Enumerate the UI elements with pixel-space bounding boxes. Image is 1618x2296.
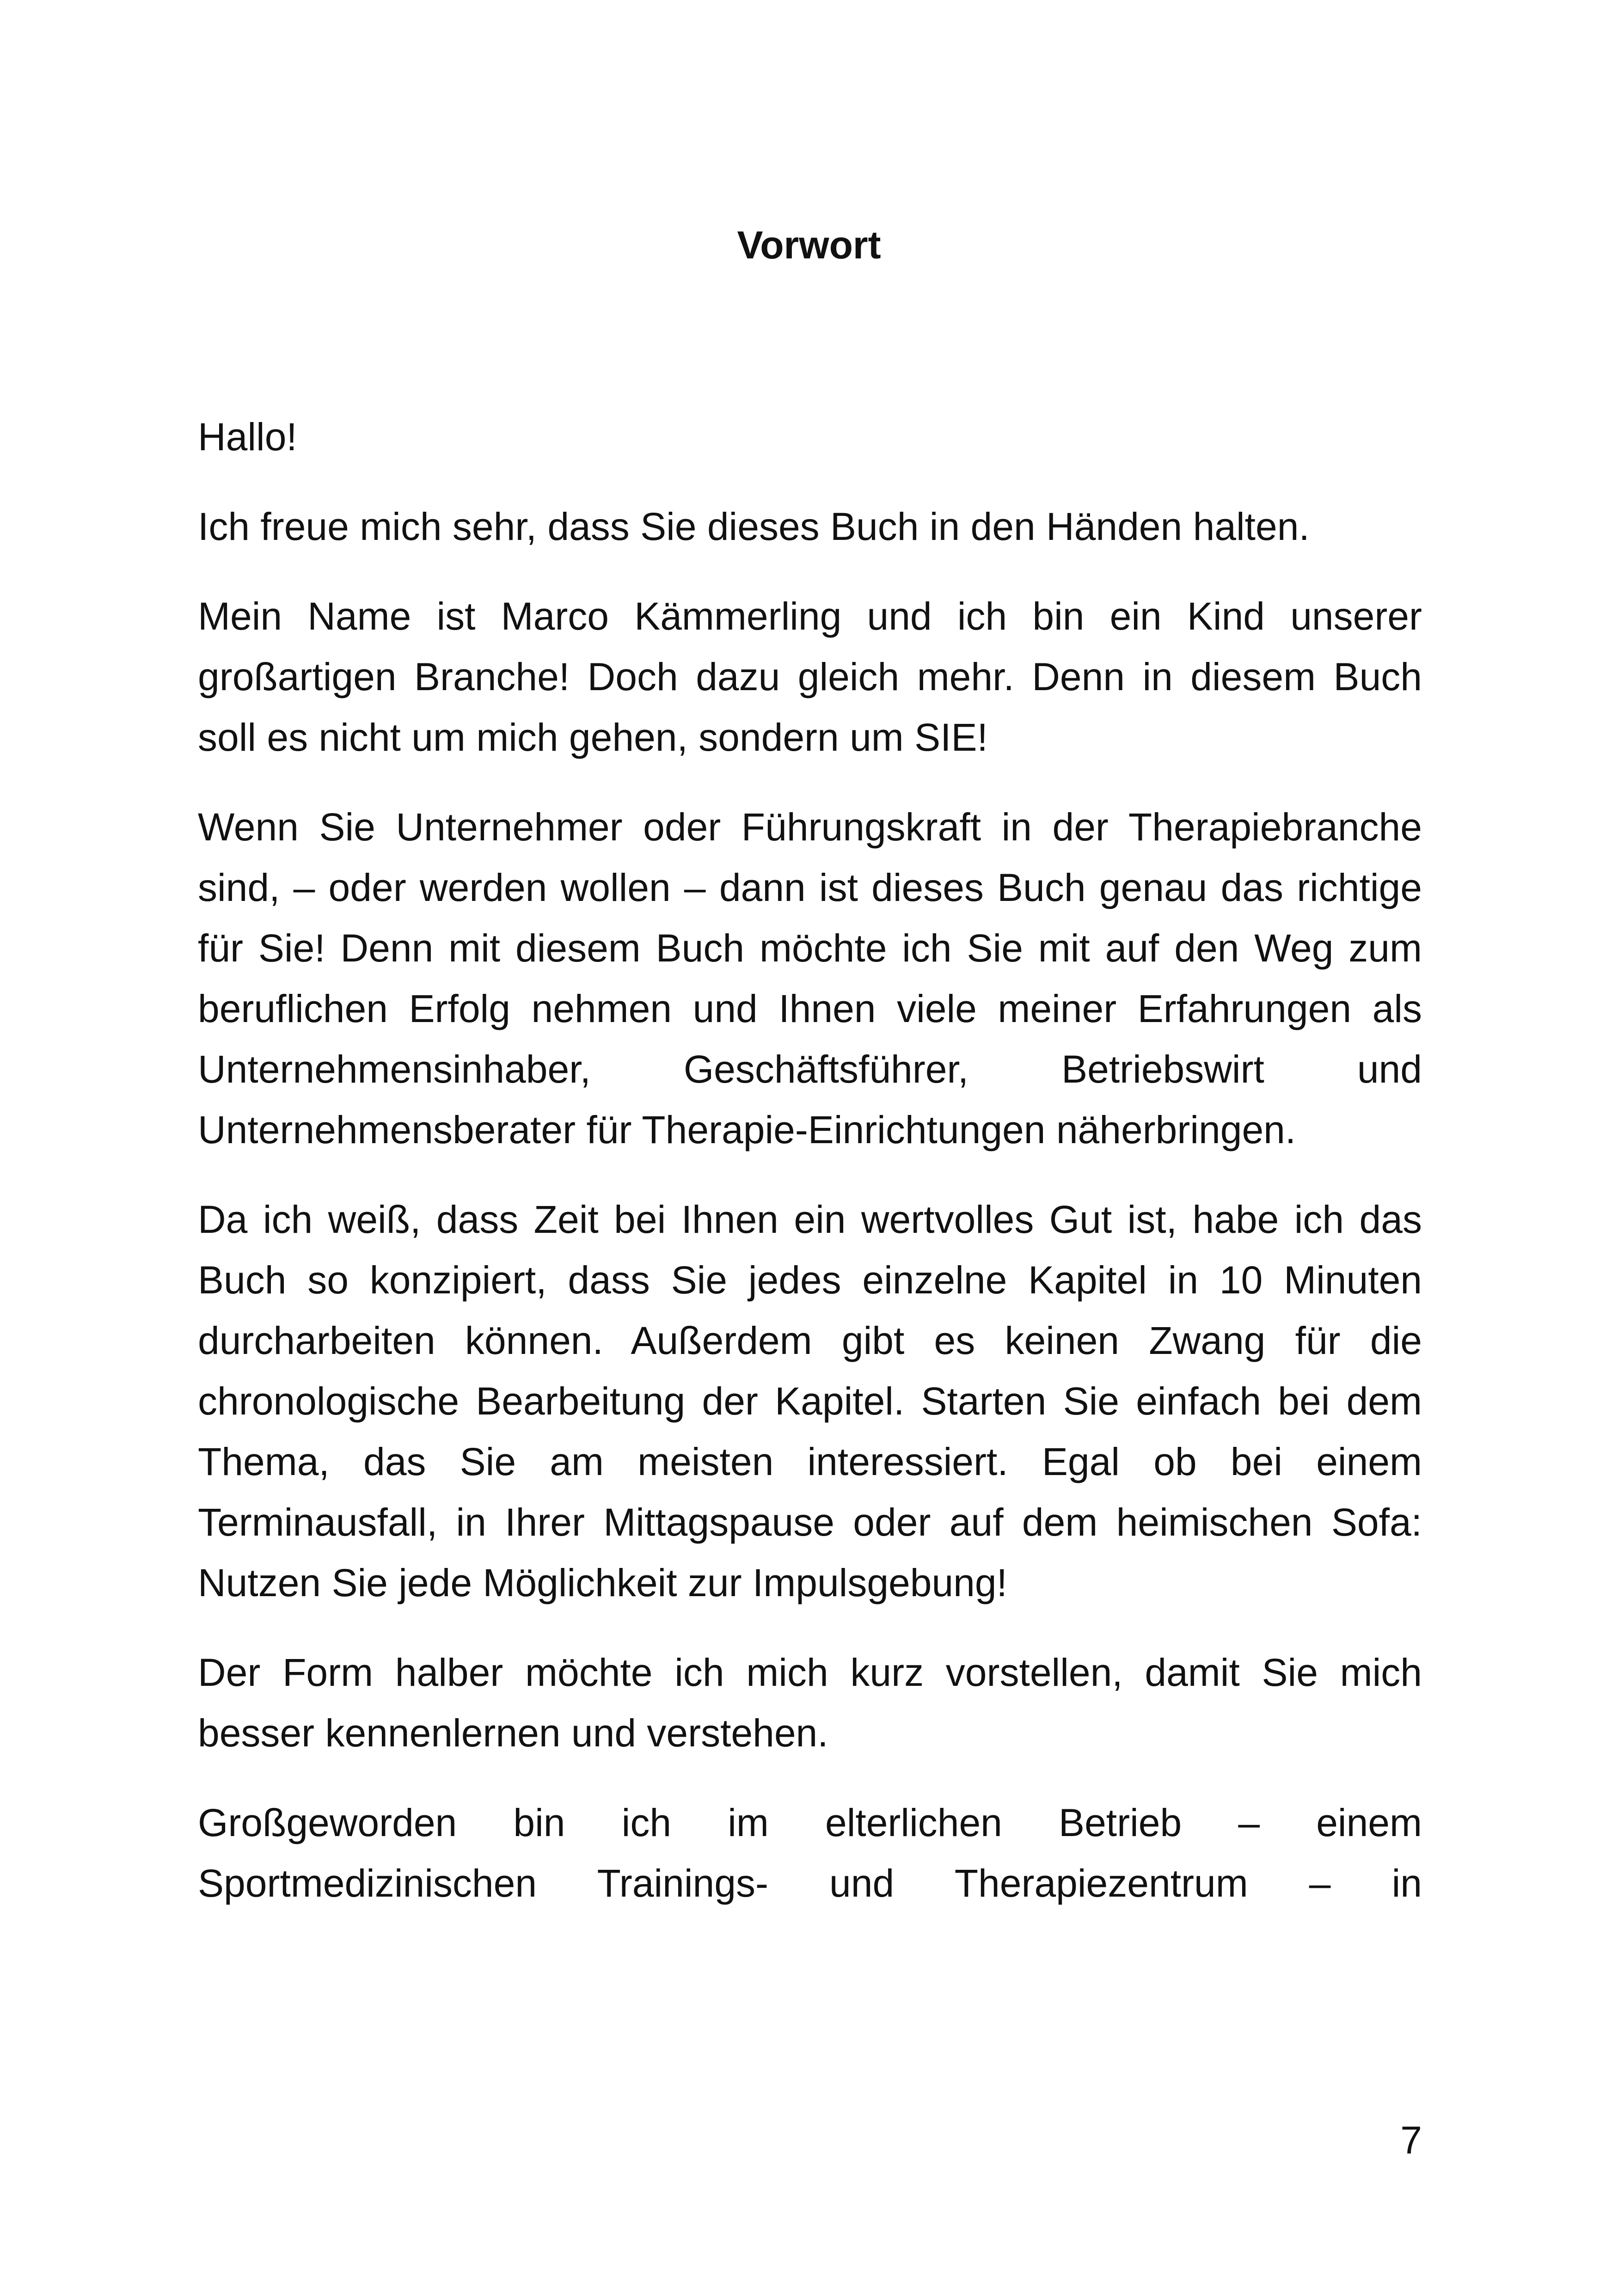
paragraph-greeting: Hallo! [198, 415, 297, 459]
page-number: 7 [1400, 2118, 1422, 2162]
paragraph: Ich freue mich sehr, dass Sie dieses Buch in den Händen halten. [198, 505, 1310, 548]
body-text [198, 407, 1422, 1914]
page-title: Vorwort [737, 223, 881, 267]
paragraph-continued: Großgeworden bin ich im elterlichen Betrieb – einem Sportmedizinischen Trainings- und Therapiezentrum – in [198, 1801, 1422, 1905]
paragraph: Wenn Sie Unternehmer oder Führungskraft in der Therapiebranche sind, – oder werden wollen – dann ist dieses Buch genau das richtige für Sie! Denn mit diesem Buch möchte ich Sie mit auf den Weg zum beruflichen Erfolg nehmen und Ihnen viele meiner Erfahrungen als Unternehmensinhaber, Geschäftsführer, Betriebswirt und Unternehmensberater für Therapie-Einrichtungen näherbringen. [198, 805, 1422, 1151]
paragraph: Mein Name ist Marco Kämmerling und ich bin ein Kind unserer großartigen Branche! Doch dazu gleich mehr. Denn in diesem Buch soll es nicht um mich gehen, sondern um SIE! [198, 594, 1422, 759]
paragraph: Der Form halber möchte ich mich kurz vorstellen, damit Sie mich besser kennenlernen und verstehen. [198, 1651, 1422, 1755]
paragraph: Da ich weiß, dass Zeit bei Ihnen ein wertvolles Gut ist, habe ich das Buch so konzipiert, dass Sie jedes einzelne Kapitel in 10 Minuten durcharbeiten können. Außerdem gibt es keinen Zwang für die chronologische Bearbeitung der Kapitel. Starten Sie einfach bei dem Thema, das Sie am meisten interessiert. Egal ob bei einem Terminausfall, in Ihrer Mittagspause oder auf dem heimischen Sofa: Nutzen Sie jede Möglichkeit zur Impulsgebung! [198, 1198, 1422, 1604]
